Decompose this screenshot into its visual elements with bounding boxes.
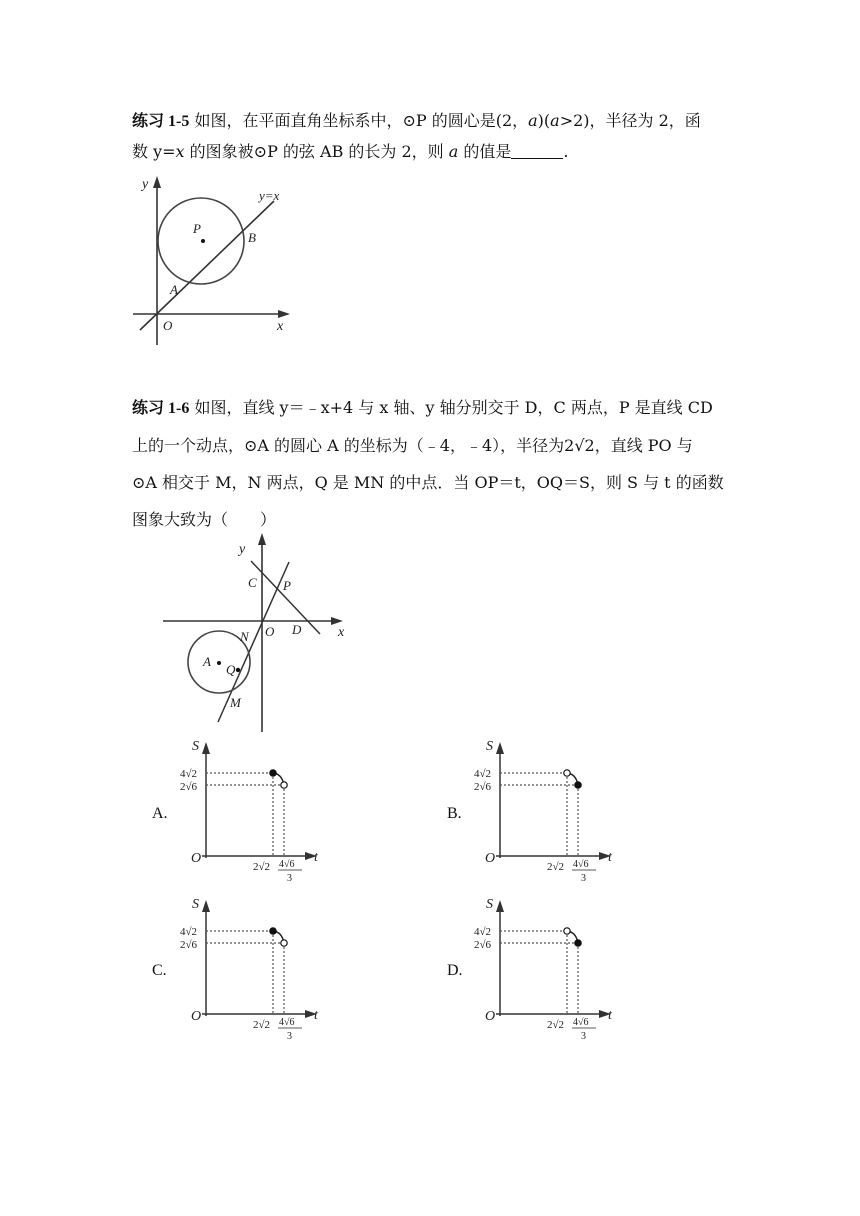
text-fragment: 上的一个动点，⊙A 的圆心 A 的坐标为（﹣4，﹣4），半径为: [132, 436, 565, 455]
label-t: t: [314, 1008, 318, 1023]
label-o: O: [191, 1009, 202, 1024]
text-fragment: 如图，在平面直角坐标系中，⊙P 的圆心是(2，: [194, 111, 529, 130]
label-denominator-3: 3: [581, 873, 586, 884]
option-c-letter: C.: [152, 962, 167, 979]
endpoint-filled: [575, 940, 581, 946]
text-fragment: )(: [537, 111, 551, 130]
label-2-sqrt-6: 2√6: [474, 939, 492, 951]
y-axis-arrow: [202, 742, 210, 754]
label-a: A: [170, 282, 178, 297]
label-4-sqrt-6: 4√6: [573, 1017, 589, 1028]
label-o: O: [265, 624, 275, 639]
endpoint-filled: [575, 782, 581, 788]
text-fragment: 数 y=: [132, 142, 176, 161]
endpoint-open: [281, 782, 287, 788]
label-4-sqrt-2: 4√2: [180, 926, 198, 938]
y-axis-arrow: [496, 742, 504, 754]
label-4-sqrt-6: 4√6: [279, 1017, 295, 1028]
label-b: B: [248, 230, 256, 245]
label-2-sqrt-6: 2√6: [180, 781, 198, 793]
text-fragment: >2)，半径为 2，函: [559, 111, 701, 130]
label-s: S: [486, 897, 493, 912]
endpoint-open: [564, 928, 570, 934]
label-t: t: [608, 1008, 612, 1023]
label-4-sqrt-6: 4√6: [279, 859, 295, 870]
label-y: y: [142, 177, 149, 192]
option-graph-b: [474, 739, 613, 884]
label-s: S: [486, 739, 493, 754]
y-axis-arrow: [496, 900, 504, 912]
label-4-sqrt-6: 4√6: [573, 859, 589, 870]
exercise-1-6-line3: ⊙A 相交于 M，N 两点，Q 是 MN 的中点．当 OP＝t，OQ＝S，则 S 与 t 的函数: [132, 473, 724, 492]
text-fragment: ，直线 PO 与: [594, 436, 693, 455]
label-o: O: [485, 1009, 496, 1024]
exercise-1-6-line4: 图象大致为（ ）: [132, 510, 277, 529]
label-2-sqrt-2: 2√2: [253, 1019, 271, 1031]
label-p: P: [283, 578, 291, 593]
label-o: O: [191, 851, 202, 866]
label-s: S: [192, 739, 199, 754]
text-fragment: .: [563, 142, 569, 161]
exercise-label: 练习 1-5: [132, 113, 190, 130]
option-a-letter: A.: [152, 805, 168, 822]
label-denominator-3: 3: [581, 1031, 586, 1042]
option-b-letter: B.: [447, 805, 462, 822]
text-fragment: 的值是: [458, 142, 512, 161]
variable: a: [550, 111, 560, 130]
label-m: M: [230, 695, 241, 710]
label-d: D: [292, 622, 302, 637]
label-x: x: [338, 625, 345, 640]
exercise-label: 练习 1-6: [132, 400, 190, 417]
label-2-sqrt-6: 2√6: [474, 781, 492, 793]
label-4-sqrt-2: 4√2: [180, 768, 198, 780]
variable: a: [528, 111, 538, 130]
option-graph-d: [474, 897, 613, 1042]
label-c: C: [248, 575, 257, 590]
y-axis-arrow: [202, 900, 210, 912]
label-p: P: [193, 221, 201, 236]
option-graph-a: [180, 739, 319, 884]
endpoint-open: [564, 770, 570, 776]
label-o: O: [485, 851, 496, 866]
label-t: t: [608, 850, 612, 865]
variable: x: [175, 142, 185, 161]
variable: a: [448, 142, 459, 161]
text-fragment: 如图，直线 y＝﹣x+4 与 x 轴、y 轴分别交于 D，C 两点，P 是直线 CD: [194, 398, 713, 417]
label-2-sqrt-2: 2√2: [253, 861, 271, 873]
label-x: x: [277, 319, 284, 334]
label-denominator-3: 3: [287, 1031, 292, 1042]
label-q: Q: [226, 662, 236, 677]
radius-value: 2√2: [564, 436, 595, 455]
option-d-letter: D.: [447, 962, 463, 979]
label-2-sqrt-2: 2√2: [547, 861, 565, 873]
endpoint-open: [281, 940, 287, 946]
label-4-sqrt-2: 4√2: [474, 768, 492, 780]
text-fragment: 的图象被⊙P 的弦 AB 的长为 2，则: [184, 142, 449, 161]
label-o: O: [163, 318, 173, 333]
label-n: N: [240, 629, 249, 644]
endpoint-filled: [270, 928, 276, 934]
endpoint-filled: [270, 770, 276, 776]
label-2-sqrt-6: 2√6: [180, 939, 198, 951]
label-4-sqrt-2: 4√2: [474, 926, 492, 938]
label-t: t: [314, 850, 318, 865]
label-y: y: [239, 542, 246, 557]
option-graph-c: [180, 897, 319, 1042]
label-s: S: [192, 897, 199, 912]
label-a: A: [203, 654, 211, 669]
label-line-y-equals-x: y=x: [259, 188, 280, 203]
label-2-sqrt-2: 2√2: [547, 1019, 565, 1031]
label-denominator-3: 3: [287, 873, 292, 884]
